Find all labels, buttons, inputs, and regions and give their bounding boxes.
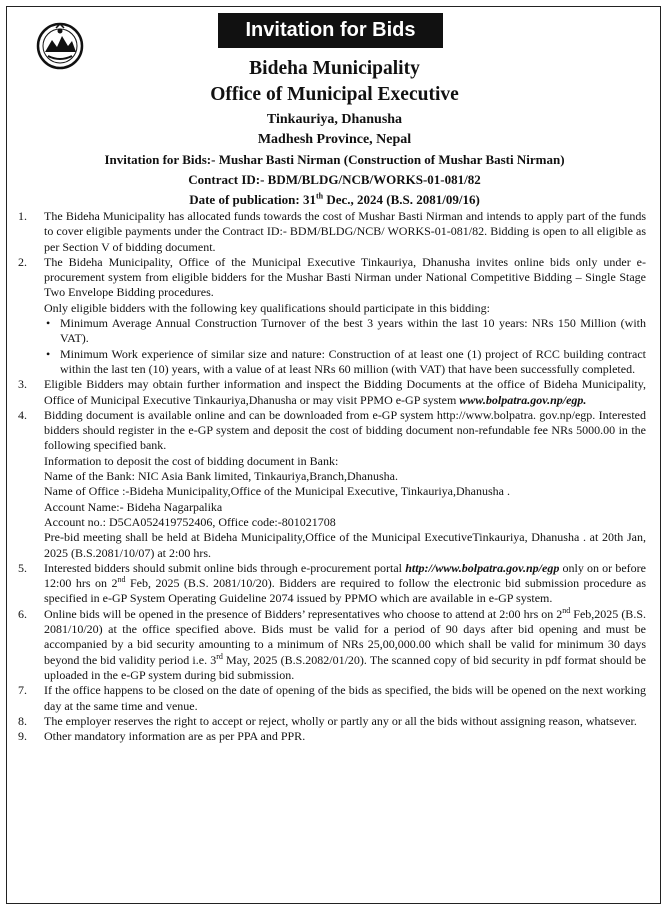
location-line: Tinkauriya, Dhanusha: [266, 112, 403, 127]
province-line: Madhesh Province, Nepal: [257, 132, 412, 147]
website-link[interactable]: http://www.bolpatra.gov.np/egp: [405, 560, 560, 575]
list-item: 2. The Bideha Municipality, Office of the Municipal Executive Tinkauriya, Dhanusha invites online bids only under e-procurement system from eligible bidders for the Mushar Basti Nirman under National Competitive Bidding – Single Stage Two Envelope Bidding procedures. Only eligible bidders with the following key qualifications should participate in this bidding: • Minimum Average Annual Construction Turnover of the best 3 years within the last 10 years: NRs 150 Million (with VAT). • Minimum Work experience of similar size and nature: Construction of at least one (1) project of RCC building contract within the last ten (10) years, with a value of at least NRs 60 million (with VAT) that have been successfully completed.: [18, 254, 646, 376]
banner-title: Invitation for Bids: [218, 13, 443, 48]
list-item: 7. If the office happens to be closed on the date of opening of the bids as specified, the bids will be opened on the next working day at the same time and venue.: [18, 683, 646, 713]
municipality-name: Bideha Municipality: [249, 58, 420, 79]
list-item: 3. Eligible Bidders may obtain further information and inspect the Bidding Documents at the office of Bideha Municipality, Office of Municipal Executive Tinkauriya,Dhanusha or may visit PPMO e-GP system www.bolpatra.gov.np/egp.: [18, 377, 646, 407]
list-item: 4. Bidding document is available online and can be downloaded from e-GP system http://www.bolpatra. gov.np/egp. Interested bidders should register in the e-GP system and deposit the cost of bidding document non-refundable fee NRs 5000.00 in the following specified bank. Information to deposit the cost of bidding document in Bank: Name of the Bank: NIC Asia Bank limited, Tinkauriya,Branch,Dhanusha. Name of Office :-Bideha Municipality,Office of the Municipal Executive, Tinkauriya,Dhanusha . Account Name:- Bideha Nagarpalika Account no.: D5CA052419752406, Office code:-801021708 Pre-bid meeting shall be held at Bideha Municipality,Office of the Municipal ExecutiveTinkauriya, Dhanusha . at 20th Jan, 2025 (B.S.2081/10/07) at 2:00 hrs.: [18, 407, 646, 560]
bullet-item: • Minimum Average Annual Construction Turnover of the best 3 years within the last 10 years: NRs 150 Million (with VAT).: [46, 316, 646, 346]
list-item: 8. The employer reserves the right to accept or reject, wholly or partly any or all the bids without assigning reason, whatsever.: [18, 713, 637, 728]
project-title: Invitation for Bids:- Mushar Basti Nirman (Construction of Mushar Basti Nirman): [104, 152, 565, 167]
notice-body: [18, 209, 646, 744]
bullet-item: • Minimum Work experience of similar size and nature: Construction of at least one (1) project of RCC building contract within the last ten (10) years, with a value of at least NRs 60 million (with VAT) that have been successfully completed.: [46, 346, 646, 376]
website-link[interactable]: www.bolpatra.gov.np/egp.: [459, 392, 587, 407]
contract-id: Contract ID:- BDM/BLDG/NCB/WORKS-01-081/82: [188, 172, 481, 187]
list-item: 6. Online bids will be opened in the presence of Bidders’ representatives who choose to attend at 2:00 hrs on 2nd Feb,2025 (B.S. 2081/10/20) at the office specified above. Bids must be valid for a period of 90 days after bid opening and must be accompanied by a bid security amounting to a minimum of NRs 25,00,000.00 which shall be valid for minimum 30 days beyond the bid validity period i.e. 3rd May, 2025 (B.S.2082/01/20). The scanned copy of bid security in pdf format should be uploaded in the e-GP system during bid submission.: [18, 605, 646, 682]
list-item: 9. Other mandatory information are as per PPA and PPR.: [18, 729, 306, 744]
publication-date: Date of publication: 31th Dec., 2024 (B.S. 2081/09/16): [189, 191, 480, 207]
office-name: Office of Municipal Executive: [210, 84, 459, 105]
list-item: 5. Interested bidders should submit online bids through e-procurement portal http://www.bolpatra.gov.np/egp only on or before 12:00 hrs on 2nd Feb, 2025 (B.S. 2081/10/20). Bidders are required to follow the electronic bid submission procedure as specified in e-GP System Operating Guideline 2074 issued by PPMO which are available in e-GP system.: [18, 560, 647, 606]
list-item: 1. The Bideha Municipality has allocated funds towards the cost of Mushar Basti Nirman and intends to apply part of the funds to cover eligible payments under the Contract ID:- BDM/BLDG/NCB/ WORKS-01-081/82. Bidding is open to all eligible as per Section V of bidding document.: [18, 209, 646, 254]
